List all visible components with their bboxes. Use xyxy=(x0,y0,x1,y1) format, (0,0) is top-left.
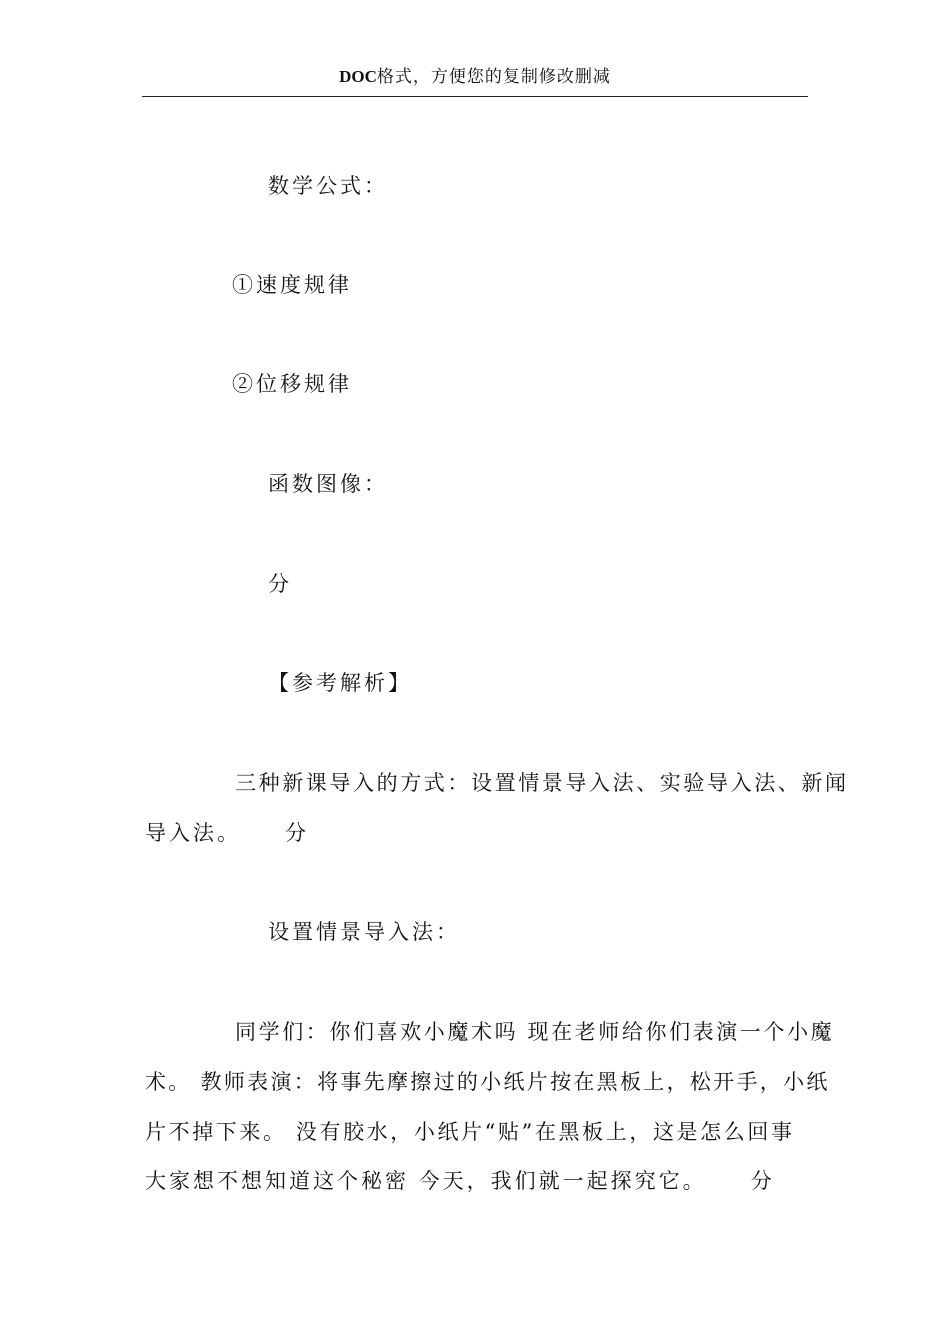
scenario-method-heading: 设置情景导入法： xyxy=(268,920,460,944)
paragraph-line-4-text: 大家想不想知道这个秘密 今天，我们就一起探究它。 xyxy=(145,1169,707,1193)
intro-methods-text: 导入法。 xyxy=(145,821,241,845)
intro-methods-line-2 xyxy=(145,818,309,848)
displacement-law: ②位移规律 xyxy=(232,372,352,396)
score-mark: 分 xyxy=(750,1169,775,1193)
header-text: 格式，方便您的复制修改删减 xyxy=(376,67,611,87)
score-mark: 分 xyxy=(285,821,309,845)
reference-analysis-heading: 【参考解析】 xyxy=(268,671,412,695)
score-mark: 分 xyxy=(268,572,292,596)
paragraph-line-3: 片不掉下来。 没有胶水，小纸片“贴”在黑板上，这是怎么回事 xyxy=(145,1120,795,1144)
intro-methods-line-1: 三种新课导入的方式：设置情景导入法、实验导入法、新闻 xyxy=(235,771,849,795)
paragraph-line-1: 同学们：你们喜欢小魔术吗 现在老师给你们表演一个小魔 xyxy=(235,1020,835,1044)
function-graph-label: 函数图像： xyxy=(268,472,388,496)
page-header xyxy=(142,62,808,97)
paragraph-line-4 xyxy=(145,1166,775,1196)
formula-label: 数学公式： xyxy=(268,174,388,198)
paragraph-line-2: 术。 教师表演：将事先摩擦过的小纸片按在黑板上，松开手，小纸 xyxy=(145,1070,830,1094)
header-doc-label: DOC xyxy=(339,67,377,86)
velocity-law: ①速度规律 xyxy=(232,273,352,297)
